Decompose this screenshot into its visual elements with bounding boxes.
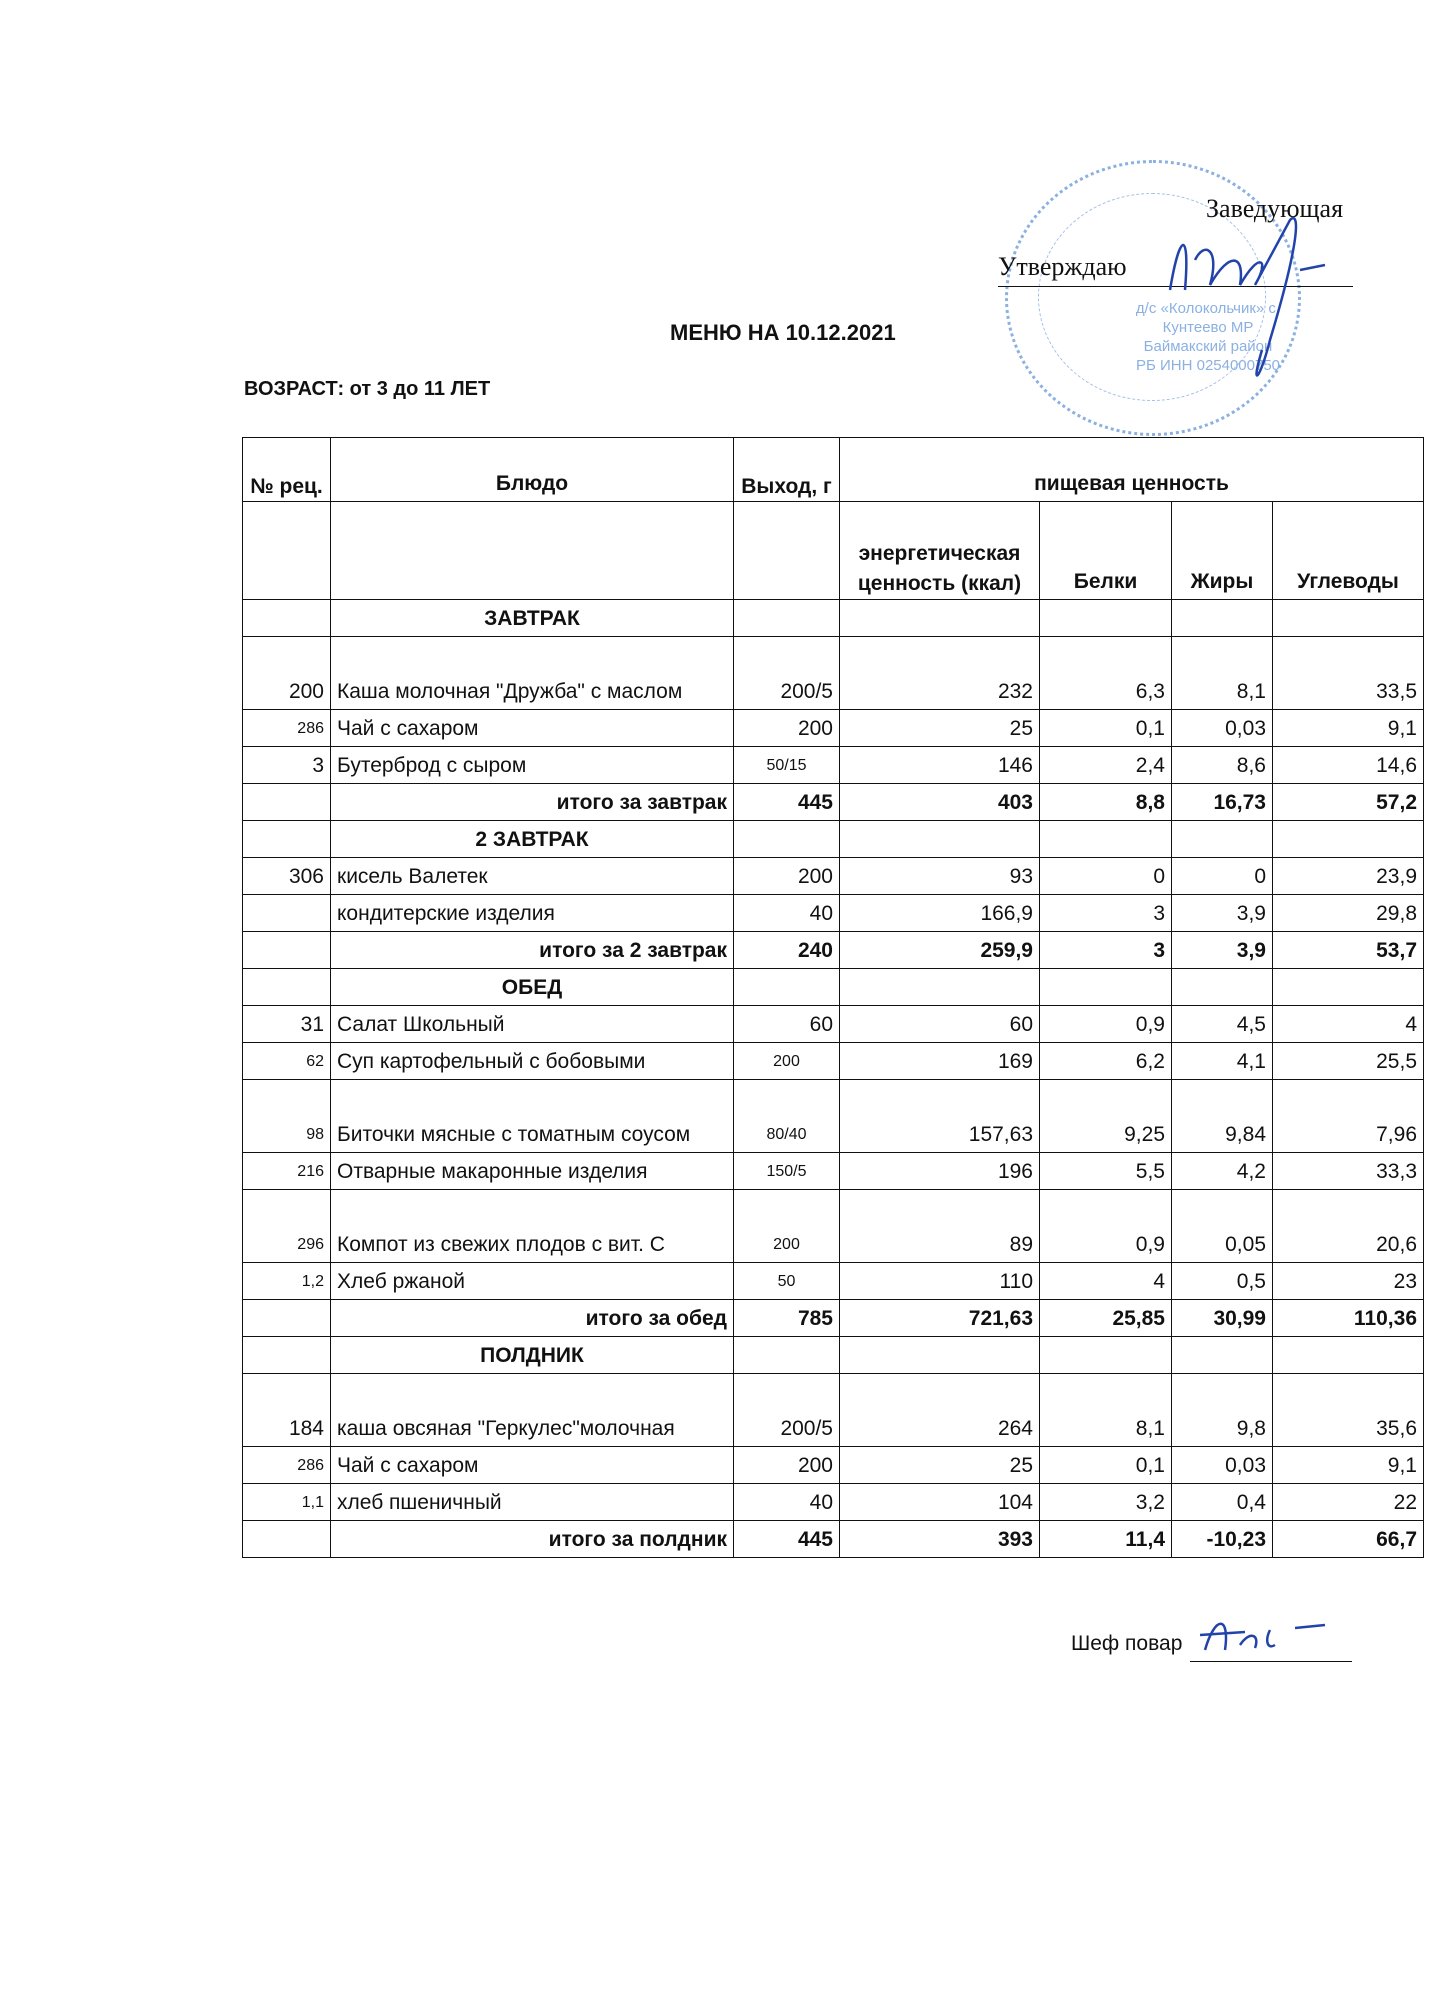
cell-protein: 8,1 xyxy=(1040,1374,1172,1447)
header-nutrition: пищевая ценность xyxy=(840,438,1424,502)
total-label: итого за обед xyxy=(331,1300,734,1337)
cell-fat: 8,6 xyxy=(1172,747,1273,784)
table-row xyxy=(243,895,1424,932)
cell-dish: кисель Валетек xyxy=(331,858,734,895)
cell-carbs: 53,7 xyxy=(1273,932,1424,969)
cell-energy: 166,9 xyxy=(840,895,1040,932)
cell-energy: 93 xyxy=(840,858,1040,895)
approval-title: Заведующая xyxy=(1206,194,1344,223)
cell-carbs: 33,3 xyxy=(1273,1153,1424,1190)
cell-yield xyxy=(734,1337,840,1374)
cell-energy: 403 xyxy=(840,784,1040,821)
cell-protein: 0,1 xyxy=(1040,710,1172,747)
cell-rec: 296 xyxy=(243,1190,331,1263)
cell-carbs: 9,1 xyxy=(1273,1447,1424,1484)
cell-energy: 104 xyxy=(840,1484,1040,1521)
total-row xyxy=(243,932,1424,969)
page-title: МЕНЮ НА 10.12.2021 xyxy=(670,320,896,345)
cell-yield: 445 xyxy=(734,784,840,821)
cell-yield: 80/40 xyxy=(734,1080,840,1153)
header-carbs: Углеводы xyxy=(1273,502,1424,600)
cell-dish: каша овсяная "Геркулес"молочная xyxy=(331,1374,734,1447)
table-row xyxy=(243,637,1424,710)
cell-fat xyxy=(1172,821,1273,858)
cell-rec: 200 xyxy=(243,637,331,710)
cell-carbs: 14,6 xyxy=(1273,747,1424,784)
cell-dish: Бутерброд с сыром xyxy=(331,747,734,784)
cell-fat: 9,84 xyxy=(1172,1080,1273,1153)
cell-rec xyxy=(243,932,331,969)
cell-energy: 25 xyxy=(840,710,1040,747)
cell-rec xyxy=(243,895,331,932)
cell-fat: 30,99 xyxy=(1172,1300,1273,1337)
cell-protein: 4 xyxy=(1040,1263,1172,1300)
cell-yield: 200/5 xyxy=(734,637,840,710)
cell-yield: 200 xyxy=(734,858,840,895)
header-protein: Белки xyxy=(1040,502,1172,600)
cell-carbs xyxy=(1273,1337,1424,1374)
cell-yield xyxy=(734,600,840,637)
total-row xyxy=(243,784,1424,821)
cell-protein: 0 xyxy=(1040,858,1172,895)
cell-carbs: 22 xyxy=(1273,1484,1424,1521)
cell-rec xyxy=(243,821,331,858)
cell-protein: 3,2 xyxy=(1040,1484,1172,1521)
header-fat: Жиры xyxy=(1172,502,1273,600)
table-row xyxy=(243,710,1424,747)
cell-protein: 0,9 xyxy=(1040,1190,1172,1263)
cell-yield: 150/5 xyxy=(734,1153,840,1190)
cell-carbs xyxy=(1273,600,1424,637)
cell-carbs: 33,5 xyxy=(1273,637,1424,710)
section-title: ПОЛДНИК xyxy=(331,1337,734,1374)
approve-label: Утверждаю xyxy=(998,252,1127,281)
cell-fat: 4,5 xyxy=(1172,1006,1273,1043)
cell-fat: 0,03 xyxy=(1172,710,1273,747)
cell-dish: Биточки мясные с томатным соусом xyxy=(331,1080,734,1153)
cell-carbs: 66,7 xyxy=(1273,1521,1424,1558)
header-dish: Блюдо xyxy=(331,438,734,502)
cell-yield: 200 xyxy=(734,1190,840,1263)
cell-energy: 259,9 xyxy=(840,932,1040,969)
cell-carbs: 57,2 xyxy=(1273,784,1424,821)
age-label: ВОЗРАСТ: от 3 до 11 ЛЕТ xyxy=(244,378,491,400)
section-row xyxy=(243,821,1424,858)
cell-yield: 240 xyxy=(734,932,840,969)
cell-energy xyxy=(840,600,1040,637)
cell-dish: Хлеб ржаной xyxy=(331,1263,734,1300)
cell-protein: 0,9 xyxy=(1040,1006,1172,1043)
cell-energy: 232 xyxy=(840,637,1040,710)
cell-energy: 721,63 xyxy=(840,1300,1040,1337)
cell-fat: 4,2 xyxy=(1172,1153,1273,1190)
cell-carbs: 20,6 xyxy=(1273,1190,1424,1263)
cell-energy: 169 xyxy=(840,1043,1040,1080)
table-row xyxy=(243,1374,1424,1447)
header-energy: энергетическая ценность (ккал) xyxy=(840,502,1040,600)
cell-rec xyxy=(243,969,331,1006)
cell-energy: 157,63 xyxy=(840,1080,1040,1153)
stamp-text: д/с «Колокольчик» с. Кунтеево МР Баймакский район РБ ИНН 0254000750 xyxy=(1135,300,1281,374)
cell-carbs: 25,5 xyxy=(1273,1043,1424,1080)
cell-energy xyxy=(840,1337,1040,1374)
header-yield: Выход, г xyxy=(734,438,840,502)
cell-rec xyxy=(243,1337,331,1374)
cell-yield: 200 xyxy=(734,710,840,747)
cell-dish: Суп картофельный с бобовыми xyxy=(331,1043,734,1080)
cell-rec: 31 xyxy=(243,1006,331,1043)
table-row xyxy=(243,1043,1424,1080)
table-row xyxy=(243,1484,1424,1521)
cell-protein xyxy=(1040,821,1172,858)
cell-fat: 0,03 xyxy=(1172,1447,1273,1484)
cell-yield: 50/15 xyxy=(734,747,840,784)
cell-energy: 110 xyxy=(840,1263,1040,1300)
cell-energy xyxy=(840,969,1040,1006)
table-row xyxy=(243,1447,1424,1484)
cell-carbs: 29,8 xyxy=(1273,895,1424,932)
chef-signature xyxy=(1195,1610,1355,1660)
menu-table xyxy=(242,437,1424,1558)
cell-carbs: 110,36 xyxy=(1273,1300,1424,1337)
section-row xyxy=(243,600,1424,637)
section-row xyxy=(243,969,1424,1006)
cell-dish: кондитерские изделия xyxy=(331,895,734,932)
cell-yield: 40 xyxy=(734,895,840,932)
cell-energy: 60 xyxy=(840,1006,1040,1043)
cell-energy: 264 xyxy=(840,1374,1040,1447)
total-label: итого за полдник xyxy=(331,1521,734,1558)
total-row xyxy=(243,1300,1424,1337)
cell-rec: 216 xyxy=(243,1153,331,1190)
cell-protein: 6,3 xyxy=(1040,637,1172,710)
cell-carbs: 23,9 xyxy=(1273,858,1424,895)
cell-yield xyxy=(734,821,840,858)
cell-dish: Чай с сахаром xyxy=(331,710,734,747)
cell-dish: хлеб пшеничный xyxy=(331,1484,734,1521)
cell-fat: 3,9 xyxy=(1172,932,1273,969)
cell-rec: 306 xyxy=(243,858,331,895)
total-row xyxy=(243,1521,1424,1558)
table-row xyxy=(243,747,1424,784)
cell-yield: 50 xyxy=(734,1263,840,1300)
cell-dish: Салат Школьный xyxy=(331,1006,734,1043)
total-label: итого за завтрак xyxy=(331,784,734,821)
header-rec: № рец. xyxy=(243,438,331,502)
cell-energy: 146 xyxy=(840,747,1040,784)
cell-protein xyxy=(1040,969,1172,1006)
cell-fat xyxy=(1172,600,1273,637)
cell-rec xyxy=(243,1521,331,1558)
cell-rec: 3 xyxy=(243,747,331,784)
cell-fat: 3,9 xyxy=(1172,895,1273,932)
cell-fat: 0,05 xyxy=(1172,1190,1273,1263)
cell-energy: 25 xyxy=(840,1447,1040,1484)
cell-rec: 1,1 xyxy=(243,1484,331,1521)
cell-fat: 4,1 xyxy=(1172,1043,1273,1080)
cell-protein: 0,1 xyxy=(1040,1447,1172,1484)
cell-energy: 196 xyxy=(840,1153,1040,1190)
cell-protein: 9,25 xyxy=(1040,1080,1172,1153)
section-title: ОБЕД xyxy=(331,969,734,1006)
cell-fat xyxy=(1172,969,1273,1006)
cell-rec: 286 xyxy=(243,1447,331,1484)
section-title: ЗАВТРАК xyxy=(331,600,734,637)
cell-protein: 8,8 xyxy=(1040,784,1172,821)
cell-rec xyxy=(243,784,331,821)
section-title: 2 ЗАВТРАК xyxy=(331,821,734,858)
table-row xyxy=(243,1006,1424,1043)
cell-rec: 1,2 xyxy=(243,1263,331,1300)
cell-yield: 200 xyxy=(734,1043,840,1080)
table-row xyxy=(243,1153,1424,1190)
cell-yield: 40 xyxy=(734,1484,840,1521)
cell-rec: 98 xyxy=(243,1080,331,1153)
cell-fat xyxy=(1172,1337,1273,1374)
cell-carbs: 35,6 xyxy=(1273,1374,1424,1447)
cell-dish: Каша молочная "Дружба" с маслом xyxy=(331,637,734,710)
cell-fat: 16,73 xyxy=(1172,784,1273,821)
cell-energy: 393 xyxy=(840,1521,1040,1558)
cell-rec: 184 xyxy=(243,1374,331,1447)
cell-protein xyxy=(1040,1337,1172,1374)
cell-yield: 785 xyxy=(734,1300,840,1337)
cell-carbs: 4 xyxy=(1273,1006,1424,1043)
cell-rec: 62 xyxy=(243,1043,331,1080)
cell-dish: Компот из свежих плодов с вит. С xyxy=(331,1190,734,1263)
cell-carbs: 23 xyxy=(1273,1263,1424,1300)
chef-label: Шеф повар xyxy=(1071,1632,1183,1655)
table-row xyxy=(243,858,1424,895)
cell-protein: 2,4 xyxy=(1040,747,1172,784)
table-row xyxy=(243,1263,1424,1300)
cell-energy: 89 xyxy=(840,1190,1040,1263)
cell-rec: 286 xyxy=(243,710,331,747)
cell-carbs: 7,96 xyxy=(1273,1080,1424,1153)
cell-fat: 0 xyxy=(1172,858,1273,895)
cell-protein: 3 xyxy=(1040,895,1172,932)
cell-protein: 11,4 xyxy=(1040,1521,1172,1558)
cell-fat: 9,8 xyxy=(1172,1374,1273,1447)
cell-yield: 200/5 xyxy=(734,1374,840,1447)
cell-rec xyxy=(243,1300,331,1337)
cell-dish: Чай с сахаром xyxy=(331,1447,734,1484)
cell-protein: 3 xyxy=(1040,932,1172,969)
cell-carbs xyxy=(1273,821,1424,858)
cell-carbs xyxy=(1273,969,1424,1006)
cell-fat: -10,23 xyxy=(1172,1521,1273,1558)
cell-fat: 0,4 xyxy=(1172,1484,1273,1521)
director-signature xyxy=(1150,200,1350,400)
cell-yield: 200 xyxy=(734,1447,840,1484)
cell-yield xyxy=(734,969,840,1006)
cell-energy xyxy=(840,821,1040,858)
cell-protein: 6,2 xyxy=(1040,1043,1172,1080)
cell-protein: 5,5 xyxy=(1040,1153,1172,1190)
table-row xyxy=(243,1080,1424,1153)
total-label: итого за 2 завтрак xyxy=(331,932,734,969)
cell-rec xyxy=(243,600,331,637)
cell-dish: Отварные макаронные изделия xyxy=(331,1153,734,1190)
cell-fat: 8,1 xyxy=(1172,637,1273,710)
cell-yield: 60 xyxy=(734,1006,840,1043)
cell-yield: 445 xyxy=(734,1521,840,1558)
cell-fat: 0,5 xyxy=(1172,1263,1273,1300)
section-row xyxy=(243,1337,1424,1374)
cell-carbs: 9,1 xyxy=(1273,710,1424,747)
table-row xyxy=(243,1190,1424,1263)
cell-protein xyxy=(1040,600,1172,637)
cell-protein: 25,85 xyxy=(1040,1300,1172,1337)
